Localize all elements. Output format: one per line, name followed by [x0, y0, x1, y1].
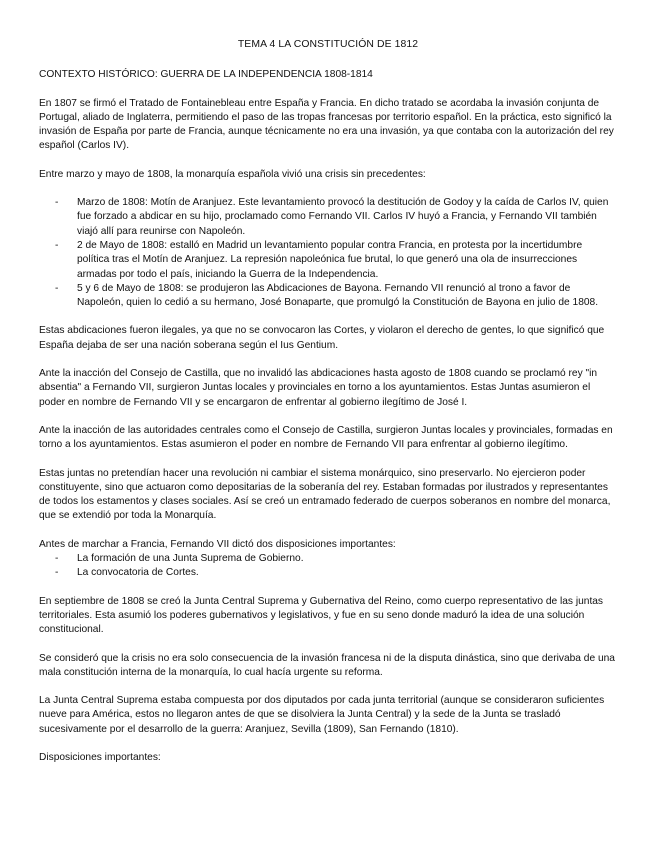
paragraph-juntas-nature: Estas juntas no pretendían hacer una revolución ni cambiar el sistema monárquico, sino preservarlo. No ejercieron poder constituyente, sino que actuaron como depositarias de la soberanía del rey. Estaban formadas por ilustrados y representantes de todos los estamentos y clases sociales. Así se creó un entramado federado de cuerpos soberanos en nombre del monarca, que se extendió por toda la Monarquía. — [39, 467, 611, 522]
list-item-text: 5 y 6 de Mayo de 1808: se produjeron las Abdicaciones de Bayona. Fernando VII renunció al trono a favor de Napoleón, quien lo cedió a su hermano, José Bonaparte, que promulgó la Constitución de Bayona en julio de 1808. — [77, 282, 599, 309]
list-item-text: La convocatoria de Cortes. — [77, 567, 199, 579]
paragraph-crisis-intro: Entre marzo y mayo de 1808, la monarquía española vivió una crisis sin precedentes: — [39, 168, 426, 180]
paragraph-junta-central: En septiembre de 1808 se creó la Junta Central Suprema y Gubernativa del Reino, como cuerpo representativo de las juntas territoriales. Esta asumió los poderes gubernativos y legislativos, y fue en su seno donde maduró la idea de una solución constitucional. — [39, 595, 604, 636]
paragraph-abdications-illegal: Estas abdicaciones fueron ilegales, ya que no se convocaron las Cortes, y violaron el derecho de gentes, lo que significó que España dejaba de ser una nación soberana según el Ius Gentium. — [39, 325, 605, 351]
paragraph-dispositions-intro: Antes de marchar a Francia, Fernando VII dictó dos disposiciones importantes: — [39, 538, 396, 550]
list-item — [39, 552, 617, 566]
list-item-text: La formación de una Junta Suprema de Gobierno. — [77, 553, 304, 565]
paragraph-junta-composition: La Junta Central Suprema estaba compuesta por dos diputados por cada junta territorial (aunque se consideraron suficientes nueve para América, estos no llegaron antes de que se disolviera la Junta Central) y la sede de la Junta se trasladó sucesivamente por el desarrollo de la guerra: Aranjuez, Sevilla (1809), San Fernando (1810). — [39, 695, 605, 735]
list-item-text: 2 de Mayo de 1808: estalló en Madrid un levantamiento popular contra Francia, en protesta por la incertidumbre política tras el Motín de Aranjuez. La represión napoleónica fue brutal, lo que generó una ola de insurrecciones armadas por todo el país, iniciando la Guerra de la Independencia. — [77, 239, 583, 280]
paragraph-consejo-castilla: Ante la inacción del Consejo de Castilla, que no invalidó las abdicaciones hasta agosto de 1808 cuando se proclamó rey "in absentia" a Fernando VII, surgieron Juntas locales y provinciales en torno a los ayuntamientos. Estas Juntas asumieron el poder en nombre de Fernando VII y se encargaron de enfrentar al gobierno ilegítimo de José I. — [39, 368, 598, 408]
list-item — [39, 239, 617, 282]
bullet-marker: - — [55, 553, 59, 565]
crisis-list — [39, 196, 617, 310]
document-body — [39, 38, 617, 779]
bullet-marker: - — [55, 239, 59, 251]
list-item — [39, 566, 617, 580]
paragraph-fontainebleau: En 1807 se firmó el Tratado de Fontainebleau entre España y Francia. En dicho tratado se acordaba la invasión conjunta de Portugal, aliado de Inglaterra, permitiendo el paso de las tropas francesas por territorio español. En la práctica, esto significó la invasión de España por parte de Francia, aunque técnicamente no era una invasión, ya que contaba con la autorización del rey español (Carlos IV). — [39, 97, 614, 152]
bullet-marker: - — [55, 197, 59, 209]
dispositions-list — [39, 552, 617, 581]
bullet-marker: - — [55, 567, 59, 579]
list-item-text: Marzo de 1808: Motín de Aranjuez. Este levantamiento provocó la destitución de Godoy y la caída de Carlos IV, quien fue forzado a abdicar en su hijo, proclamado como Fernando VII. Carlos IV huyó a Francia, y Fernando VII también viajó allí para reunirse con Napoleón. — [77, 197, 609, 237]
list-item — [39, 196, 617, 239]
bullet-marker: - — [55, 282, 59, 294]
paragraph-dispositions-heading: Disposiciones importantes: — [39, 751, 161, 763]
list-item — [39, 282, 617, 311]
paragraph-juntas-locales: Ante la inacción de las autoridades centrales como el Consejo de Castilla, surgieron Juntas locales y provinciales, formadas en torno a los ayuntamientos. Estas asumieron el poder en nombre de Fernando VII para enfrentar al gobierno ilegítimo. — [39, 424, 613, 451]
page-title: TEMA 4 LA CONSTITUCIÓN DE 1812 — [237, 39, 419, 50]
paragraph-crisis-cause: Se consideró que la crisis no era solo consecuencia de la invasión francesa ni de la disputa dinástica, sino que derivaba de una mala constitución interna de la monarquía, lo cual hacía urgente su reforma. — [39, 652, 615, 678]
section-heading: CONTEXTO HISTÓRICO: GUERRA DE LA INDEPENDENCIA 1808-1814 — [39, 69, 373, 81]
